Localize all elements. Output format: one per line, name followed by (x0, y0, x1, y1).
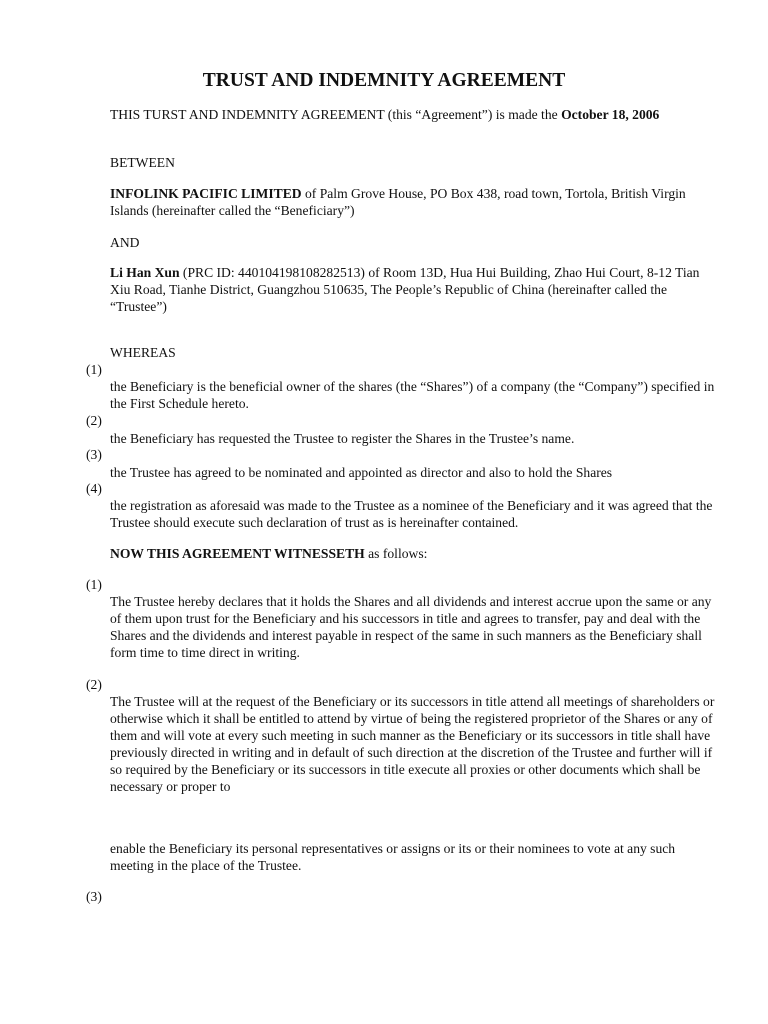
clause-number: (2) (86, 677, 102, 692)
recital-text: the registration as aforesaid was made to the Trustee as a nominee of the Beneficiary and it was agreed that the Trustee should execute such declaration of trust as is hereinafter contained. (110, 498, 713, 530)
clause-continuation: enable the Beneficiary its personal representatives or assigns or its or their nominees to vote at any such meeting in the place of the Trustee. (110, 841, 676, 873)
trustee-details: (PRC ID: 440104198108282513) of Room 13D, Hua Hui Building, Zhao Hui Court, 8-12 Tian Xiu Road, Tianhe District, Guangzhou 510635, The People’s Republic of China (hereinafter called the “Trustee”) (110, 265, 700, 314)
clause-text: The Trustee will at the request of the Beneficiary or its successors in title attend all meetings of shareholders or otherwise which it shall be entitled to attend by virtue of being the registered proprietor of the Shares or any of them and will vote at every such meeting in such manner as the Beneficiary or its successors in title shall have previously directed in writing and in default of such direction at the discretion of the Trustee and further will if so required by the Beneficiary or its successors in title execute all proxies or other documents which shall be necessary or proper to (110, 694, 715, 794)
witnesseth-rest: as follows: (364, 546, 428, 561)
recital-number: (2) (86, 413, 102, 428)
beneficiary-name: INFOLINK PACIFIC LIMITED (110, 186, 302, 201)
and-label: AND (110, 235, 140, 250)
recital-text: the Beneficiary has requested the Trustee to register the Shares in the Trustee’s name. (110, 431, 575, 446)
recital-number: (4) (86, 481, 102, 496)
recital-number: (3) (86, 447, 102, 462)
trustee-name: Li Han Xun (110, 265, 180, 280)
agreement-date: October 18, 2006 (561, 107, 660, 122)
recital-text: the Beneficiary is the beneficial owner of the shares (the “Shares”) of a company (the “Company”) specified in the First Schedule hereto. (110, 379, 715, 411)
document-title: TRUST AND INDEMNITY AGREEMENT (202, 70, 566, 91)
recital-number: (1) (86, 362, 102, 377)
between-label: BETWEEN (110, 155, 175, 170)
clause-number: (3) (86, 889, 102, 904)
clause-text: The Trustee hereby declares that it holds the Shares and all dividends and interest accrue upon the same or any of them upon trust for the Beneficiary and his successors in title and agrees to transfer, pay and deal with the Shares and the dividends and interest payable in respect of the same in such manners as the Beneficiary shall form time to time direct in writing. (110, 594, 712, 660)
intro-paragraph (110, 106, 720, 123)
recital-text: the Trustee has agreed to be nominated and appointed as director and also to hold the Shares (110, 465, 613, 480)
beneficiary-details: of Palm Grove House, PO Box 438, road town, Tortola, British Virgin Islands (hereinafter called the “Beneficiary”) (110, 186, 686, 218)
intro-text: THIS TURST AND INDEMNITY AGREEMENT (this “Agreement”) is made the (110, 107, 562, 122)
beneficiary-paragraph (110, 185, 720, 219)
clause-number: (1) (86, 577, 102, 592)
whereas-label: WHEREAS (110, 345, 176, 360)
trustee-paragraph (110, 264, 720, 315)
witnesseth-heading (110, 545, 720, 562)
witnesseth-bold: NOW THIS AGREEMENT WITNESSETH (110, 546, 365, 561)
